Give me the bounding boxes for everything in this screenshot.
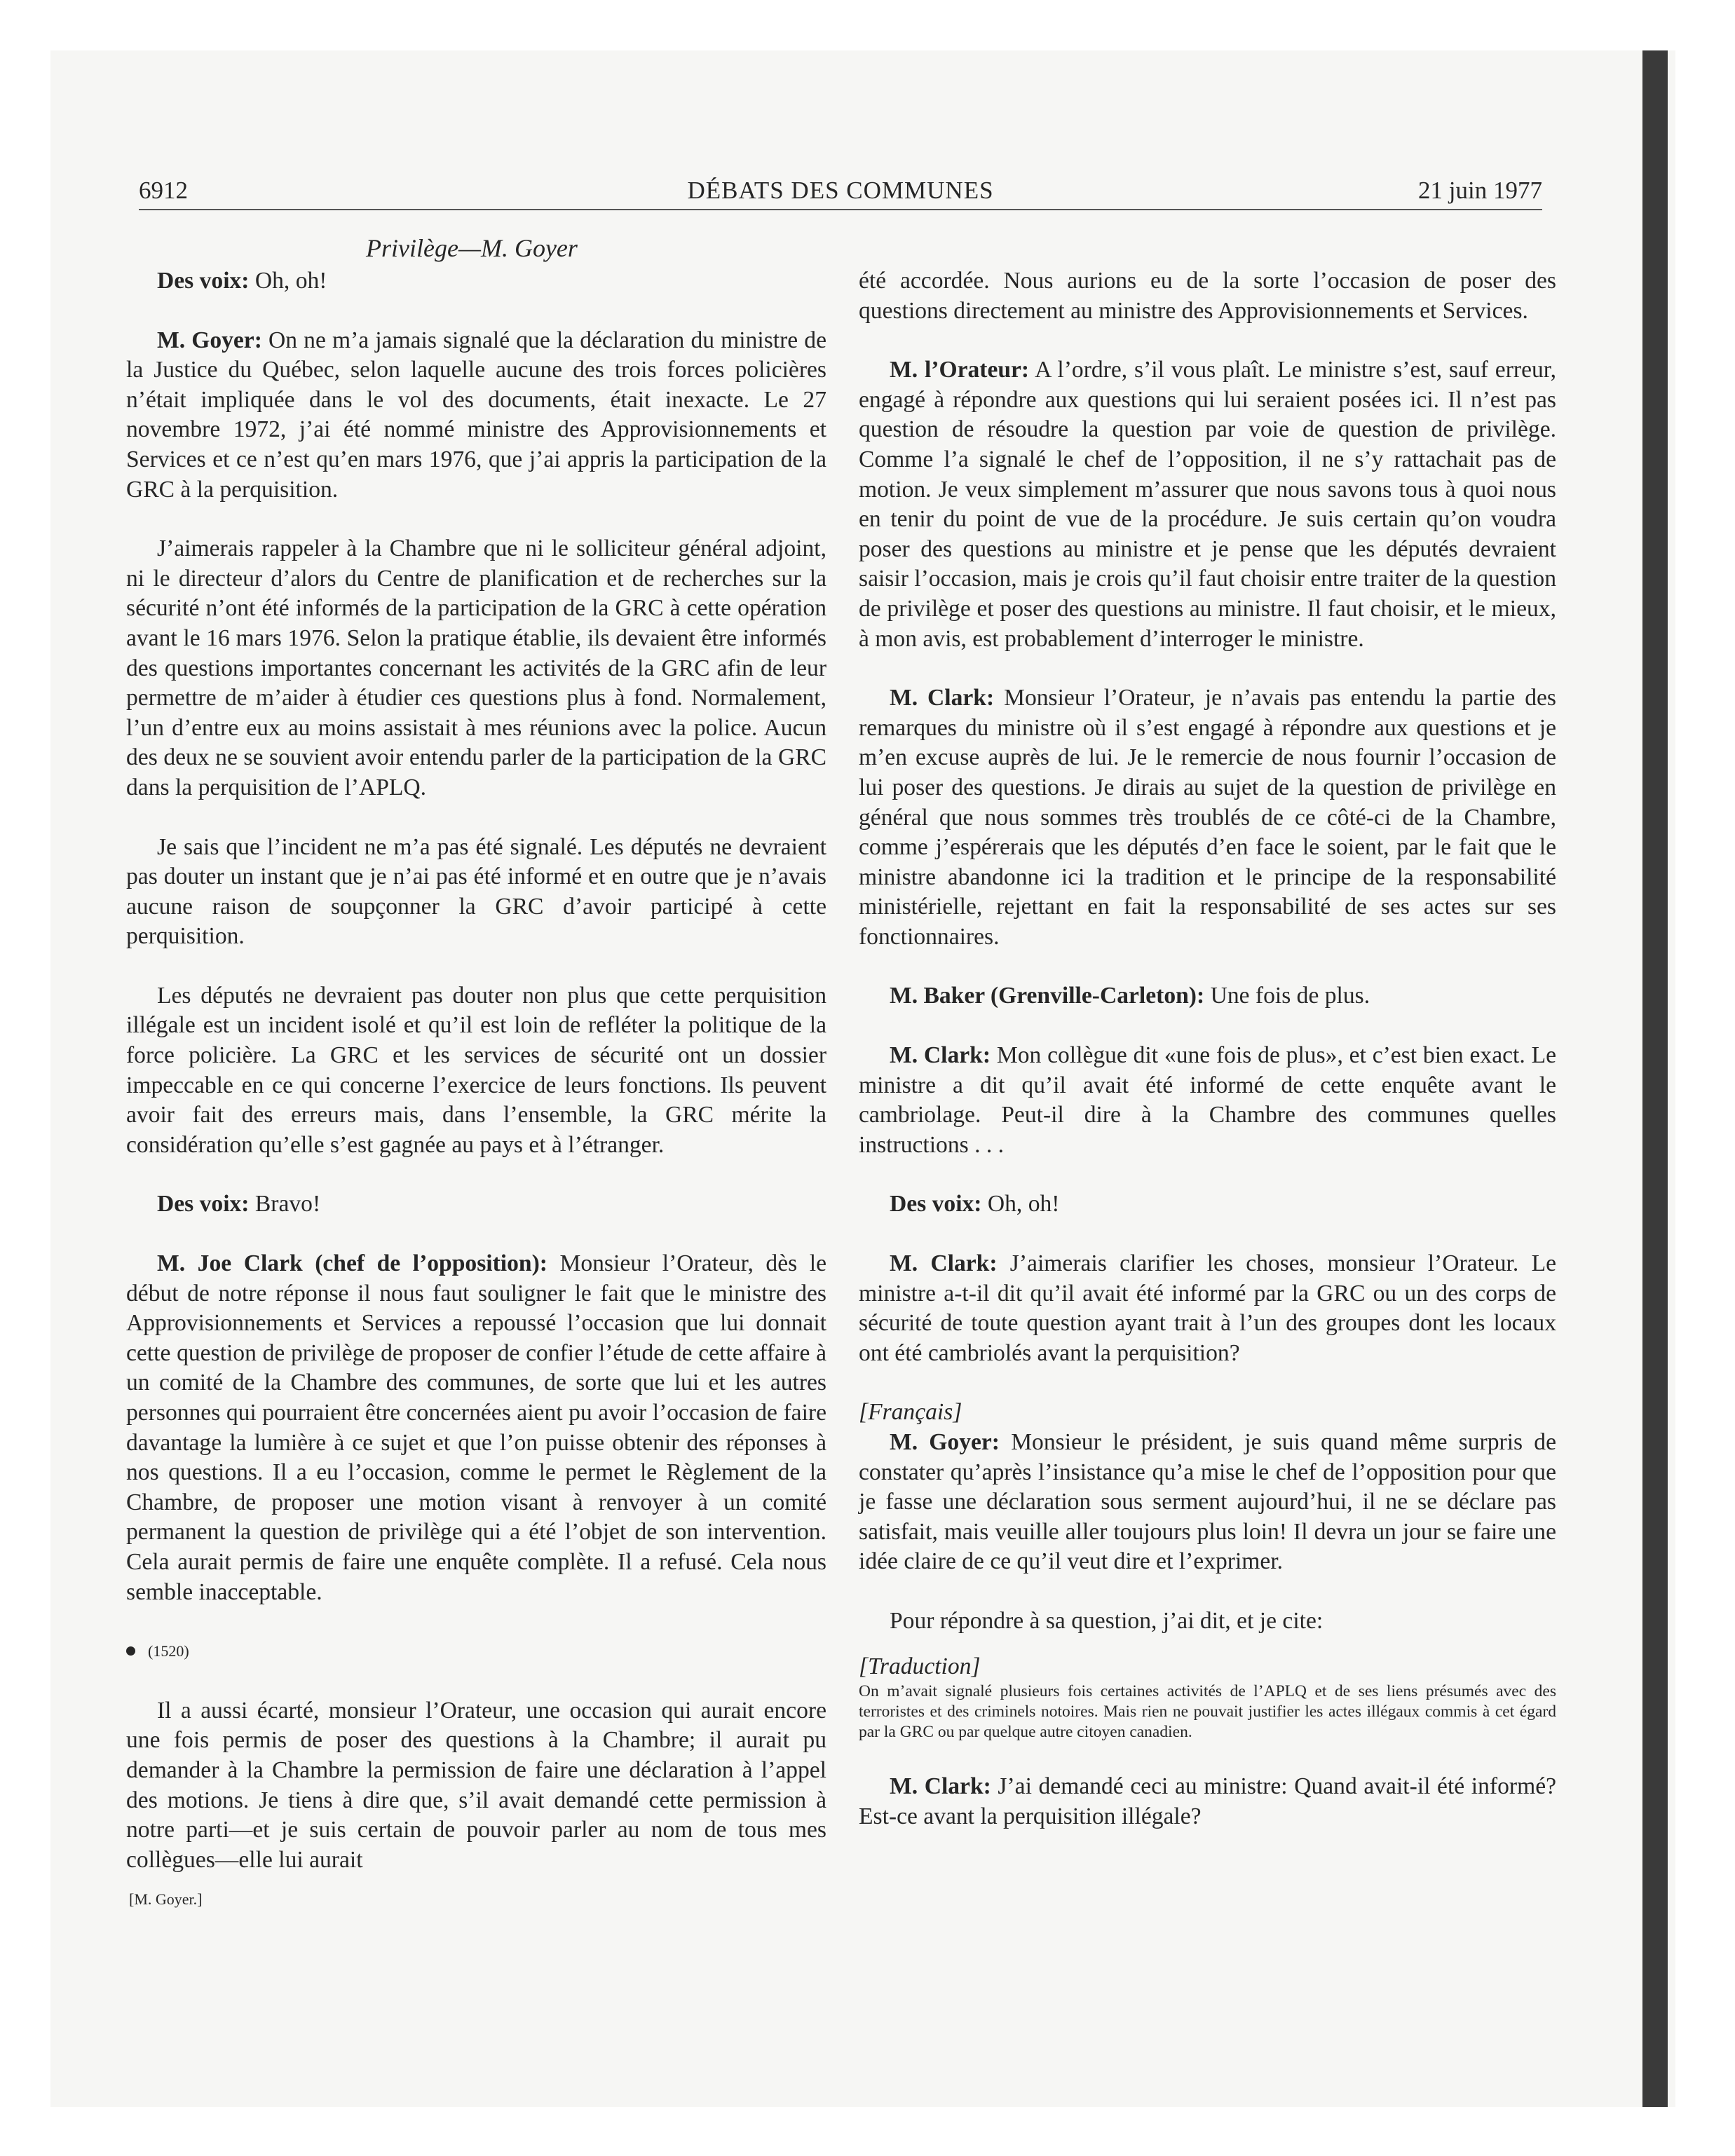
speaker: M. Baker (Grenville-Carleton): [890,983,1205,1009]
speaker-footnote: [M. Goyer.] [129,1890,203,1909]
paragraph [126,1249,826,1607]
quoted-statement: On m’avait signalé plusieurs fois certaines activités de l’APLQ et de ses liens présumés avec des terroristes et des criminels notoires. Mais rien ne pouvait justifier les actes illégaux commis à cet égard par la GRC ou par quelque autre citoyen canadien. [859,1682,1556,1742]
paragraph [859,981,1556,1011]
paragraph: Les députés ne devraient pas douter non plus que cette perquisition illégale est un incident isolé et qu’il est loin de refléter la politique de la force policière. La GRC et les services de sécurité ont un dossier impeccable en ce qui concerne l’exercice de leurs fonctions. Ils peuvent avoir fait des erreurs mais, dans l’ensemble, la GRC mérite la considération qu’elle s’est gagnée au pays et à l’étranger. [126,982,826,1158]
language-tag: [Français] [859,1399,962,1426]
bullet-icon [126,1646,135,1656]
page-header [139,177,1542,209]
speech: J’ai demandé ceci au ministre: Quand avait-il été informé? Est-ce avant la perquisition illégale? [859,1773,1556,1829]
speech: Mon collègue dit «une fois de plus», et c’est bien exact. Le ministre a dit qu’il avait été informé de cette enquête avant le cambriolage. Peut-il dire à la Chambre des communes quelles instructions . . . [859,1042,1556,1158]
speaker: M. Clark: [890,1773,991,1800]
paragraph [859,1249,1556,1368]
speaker: M. l’Orateur: [890,357,1030,383]
header-rule [139,209,1542,210]
speech: Une fois de plus. [1204,983,1370,1009]
paragraph [859,1428,1556,1577]
speech: Oh, oh! [981,1191,1060,1217]
speech: Bravo! [249,1191,321,1217]
paragraph: Je sais que l’incident ne m’a pas été signalé. Les députés ne devraient pas douter un instant que je n’ai pas été informé et en outre que je n’avais aucune raison de soupçonner la GRC d’avoir participé à cette perquisition. [126,833,826,950]
paragraph: J’aimerais rappeler à la Chambre que ni le solliciteur général adjoint, ni le directeur d’alors du Centre de planification et de recherches sur la sécurité n’ont été informés de la participation de la GRC à cette opération avant le 16 mars 1976. Selon la pratique établie, ils devaient être informés des questions importantes concernant les activités de la GRC afin de leur permettre de m’aider à étudier ces questions plus à fond. Normalement, l’un d’entre eux au moins assistait à mes réunions avec la police. Aucun des deux ne se souvient avoir entendu parler de la participation de la GRC dans la perquisition de l’APLQ. [126,535,826,800]
paragraph [126,266,826,296]
paragraph [859,355,1556,654]
speaker: Des voix: [157,1191,250,1217]
paragraph [126,326,826,505]
speech: On ne m’a jamais signalé que la déclaration du ministre de la Justice du Québec, selon laquelle aucune des trois forces policières n’était impliquée dans le vol des documents, était inexacte. Le 27 novembre 1972, j’ai été nommé ministre des Approvisionnements et Services et ce n’est qu’en mars 1976, que j’ai appris la participation de la GRC à la perquisition. [126,327,827,503]
paragraph: été accordée. Nous aurions eu de la sorte l’occasion de poser des questions directement au ministre des Approvisionnements et Services. [859,268,1556,324]
left-column [126,266,826,1915]
right-column [859,266,1556,1831]
speaker: M. Goyer: [890,1429,1000,1455]
speech: Monsieur le président, je suis quand même surpris de constater qu’après l’insistance qu’a mise le chef de l’opposition pour que je fasse une déclaration sous serment aujourd’hui, il ne se déclare pas satisfait, mais veuille aller toujours plus loin! Il devra un jour se faire une idée claire de ce qu’il veut dire et l’exprimer. [859,1429,1556,1575]
paragraph [126,1189,826,1220]
speech: Oh, oh! [249,268,327,294]
speaker: Des voix: [890,1191,982,1217]
speech: Monsieur l’Orateur, je n’avais pas entendu la partie des remarques du ministre où il s’est engagé à répondre aux questions et je m’en excuse auprès de lui. Je le remercie de nous fournir l’occasion de lui poser des questions. Je dirais au sujet de la question de privilège en général que nous sommes très troublés de ce côté-ci de la Chambre, comme j’espérerais que les députés d’en face le soient, par le fait que le ministre abandonne ici la tradition et le principe de la responsabilité ministérielle, rejettant en fait la responsabilité de ses actes sur ses fonctionnaires. [859,685,1556,950]
paragraph: Il a aussi écarté, monsieur l’Orateur, une occasion qui aurait encore une fois permis de poser des questions à la Chambre; il aurait pu demander à la Chambre la permission de faire une déclaration à l’appel des motions. Je tiens à dire que, s’il avait demandé cette permission à notre parti—et je suis certain de pouvoir parler au nom de tous mes collègues—elle lui aurait [126,1697,826,1873]
paragraph [859,1772,1556,1831]
speaker: M. Clark: [890,685,995,711]
speech: J’aimerais clarifier les choses, monsieur l’Orateur. Le ministre a-t-il dit qu’il avait été informé par la GRC ou un des corps de sécurité de toute question ayant trait à l’un des groupes dont les locaux ont été cambriolés avant la perquisition? [859,1250,1556,1366]
time-marker [126,1637,826,1667]
speaker: Des voix: [157,268,250,294]
speaker: M. Goyer: [157,327,262,353]
paragraph [859,1041,1556,1160]
paragraph: Pour répondre à sa question, j’ai dit, et je cite: [890,1607,1324,1634]
speaker: M. Clark: [890,1042,991,1069]
time-marker-text: (1520) [148,1642,189,1660]
paragraph [859,683,1556,952]
issue-date: 21 juin 1977 [1418,177,1542,204]
speech: Monsieur l’Orateur, dès le début de notre réponse il nous faut souligner le fait que le ministre des Approvisionnements et Services a repoussé l’occasion que lui donnait cette question de privilège de proposer de confier l’étude de cette affaire à un comité de la Chambre des communes, de sorte que lui et les autres personnes qui pourraient être concernées aient pu avoir l’occasion de faire davantage la lumière à ce sujet et que l’on puisse obtenir des réponses à nos questions. Il a eu l’occasion, comme le permet le Règlement de la Chambre, de proposer une motion visant à renvoyer à un comité permanent la question de privilège qui a été l’objet de son intervention. Cela aurait permis de faire une enquête complète. Il a refusé. Cela nous semble inacceptable. [126,1250,826,1605]
running-head: Privilège—M. Goyer [366,234,578,262]
speaker: M. Joe Clark (chef de l’opposition): [157,1250,547,1277]
language-tag: [Traduction] [859,1653,981,1679]
speech: A l’ordre, s’il vous plaît. Le ministre s’est, sauf erreur, engagé à répondre aux questions qui lui seraient posées ici. Il n’est pas question de résoudre la question par voie de question de privilège. Comme l’a signalé le chef de l’opposition, il ne s’y rattachait pas de motion. Je veux simplement m’assurer que nous savons tous à quoi nous en tenir du point de vue de la procédure. Je suis certain qu’on voudra poser des questions au ministre et je pense que les députés devraient saisir l’occasion, mais je crois qu’il faut choisir entre traiter de la question de privilège et poser des questions au ministre. Il faut choisir, et le mieux, à mon avis, est probablement d’interroger le ministre. [859,357,1556,652]
speaker: M. Clark: [890,1250,998,1277]
scan-edge [1642,50,1668,2107]
page-number: 6912 [139,177,188,204]
paragraph [859,1189,1556,1220]
publication-title: DÉBATS DES COMMUNES [687,177,994,204]
